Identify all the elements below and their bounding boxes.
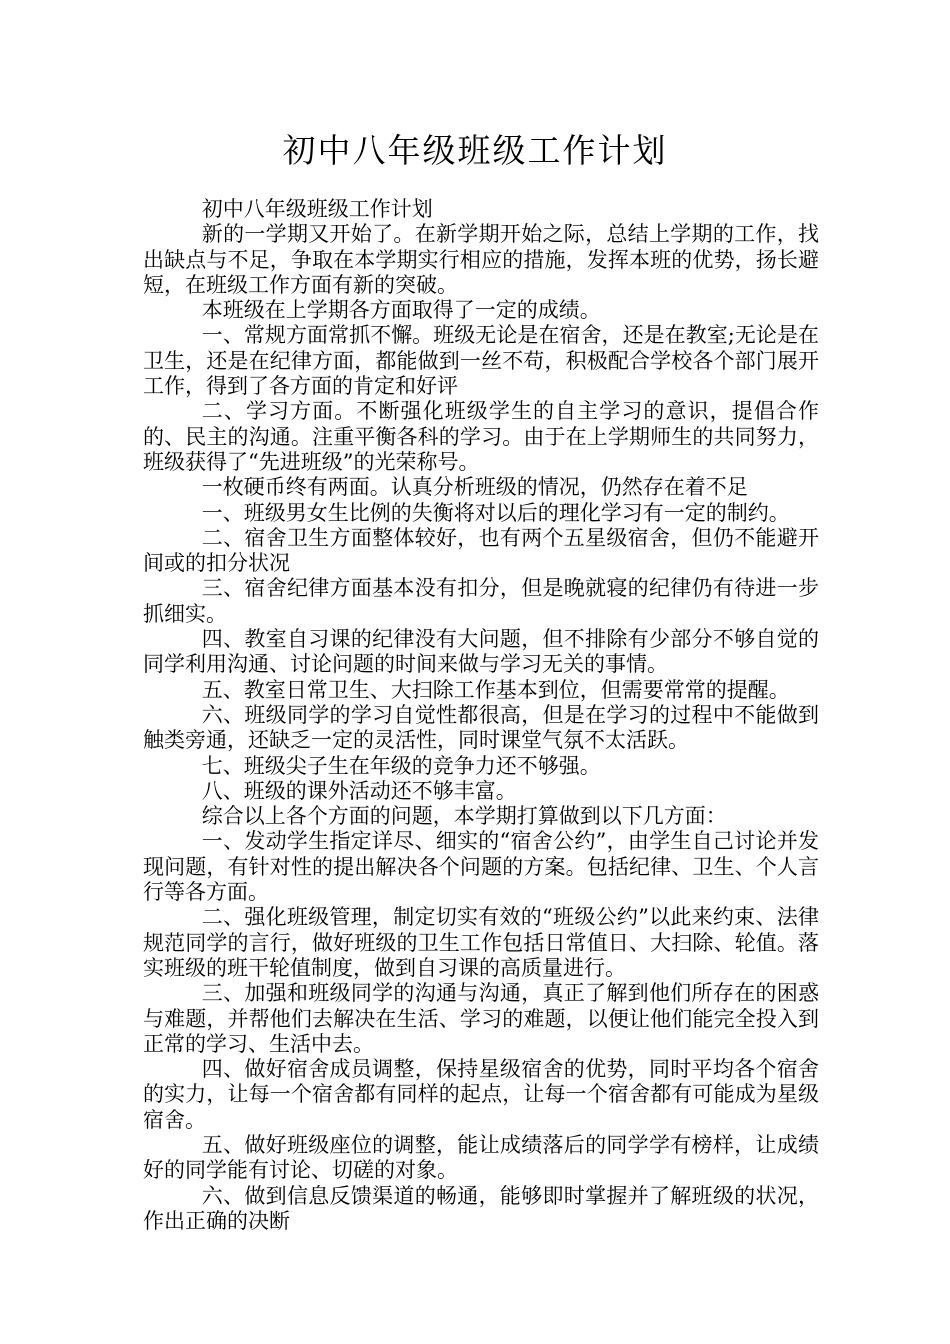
paragraph-shortcoming-6: 六、班级同学的学习自觉性都很高，但是在学习的过程中不能做到触类旁通，还缺乏一定的灵活性，同时课堂气氛不太活跃。	[143, 702, 819, 753]
paragraph-plan-6: 六、做到信息反馈渠道的畅通，能够即时掌握并了解班级的状况，作出正确的决断	[143, 1183, 819, 1233]
paragraph-shortcoming-2: 二、宿舍卫生方面整体较好，也有两个五星级宿舍，但仍不能避开间或的扣分状况	[143, 525, 819, 576]
paragraph-shortcoming-7: 七、班级尖子生在年级的竞争力还不够强。	[201, 753, 601, 778]
paragraph-plan-1: 一、发动学生指定详尽、细实的“宿舍公约”，由学生自己讨论并发现问题，有针对性的提出解决各个问题的方案。包括纪律、卫生、个人言行等各方面。	[143, 829, 819, 905]
paragraph-plan-lead: 综合以上各个方面的问题，本学期打算做到以下几方面：	[201, 804, 727, 829]
paragraph-shortcoming-8: 八、班级的课外活动还不够丰富。	[201, 778, 517, 803]
paragraph-shortcoming-4: 四、教室自习课的纪律没有大问题，但不排除有少部分不够自觉的同学利用沟通、讨论问题的时间来做与学习无关的事情。	[143, 627, 819, 677]
paragraph-plan-5: 五、做好班级座位的调整，能让成绩落后的同学学有榜样，让成绩好的同学能有讨论、切磋的对象。	[143, 1132, 819, 1183]
paragraph-shortcoming-5: 五、教室日常卫生、大扫除工作基本到位，但需要常常的提醒。	[201, 677, 790, 702]
paragraph-achievement-1: 一、常规方面常抓不懈。班级无论是在宿舍，还是在教室;无论是在卫生，还是在纪律方面，都能做到一丝不苟，积极配合学校各个部门展开工作，得到了各方面的肯定和好评	[143, 323, 819, 399]
paragraph-subtitle: 初中八年级班级工作计划	[201, 197, 433, 221]
document-title: 初中八年级班级工作计划	[282, 131, 668, 170]
paragraph-plan-2: 二、强化班级管理，制定切实有效的“班级公约”以此来约束、法律规范同学的言行，做好班级的卫生工作包括日常值日、大扫除、轮值。落实班级的班干轮值制度，做到自习课的高质量进行。	[143, 905, 819, 980]
paragraph-achievements-lead: 本班级在上学期各方面取得了一定的成绩。	[201, 298, 601, 323]
paragraph-shortcomings-lead: 一枚硬币终有两面。认真分析班级的情况，仍然存在着不足	[201, 475, 748, 500]
document-body	[143, 197, 819, 1234]
paragraph-plan-4: 四、做好宿舍成员调整，保持星级宿舍的优势，同时平均各个宿舍的实力，让每一个宿舍都有同样的起点，让每一个宿舍都有可能成为星级宿舍。	[143, 1057, 819, 1132]
paragraph-shortcoming-3: 三、宿舍纪律方面基本没有扣分，但是晚就寝的纪律仍有待进一步抓细实。	[143, 576, 819, 626]
paragraph-shortcoming-1: 一、班级男女生比例的失衡将对以后的理化学习有一定的制约。	[201, 500, 790, 525]
paragraph-intro: 新的一学期又开始了。在新学期开始之际，总结上学期的工作，找出缺点与不足，争取在本学期实行相应的措施，发挥本班的优势，扬长避短，在班级工作方面有新的突破。	[143, 222, 819, 297]
paragraph-achievement-2: 二、学习方面。不断强化班级学生的自主学习的意识，提倡合作的、民主的沟通。注重平衡各科的学习。由于在上学期师生的共同努力，班级获得了“先进班级”的光荣称号。	[143, 399, 819, 474]
paragraph-plan-3: 三、加强和班级同学的沟通与沟通，真正了解到他们所存在的困惑与难题，并帮他们去解决在生活、学习的难题，以便让他们能完全投入到正常的学习、生活中去。	[143, 981, 819, 1056]
